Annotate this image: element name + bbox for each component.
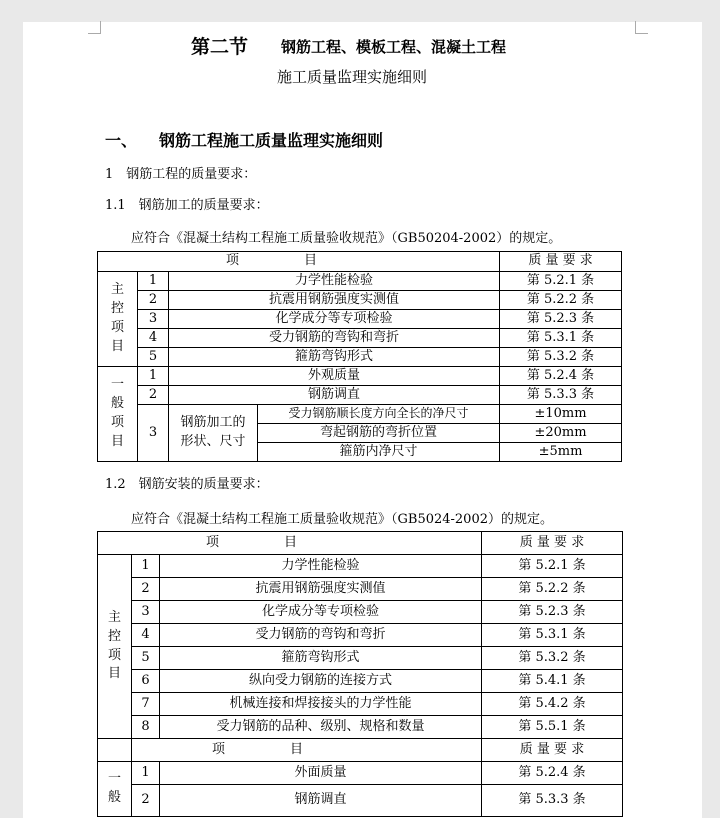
group-general [98,367,138,462]
row-requirement: 第 5.2.3 条 [482,601,623,624]
row-requirement: 第 5.3.1 条 [500,329,622,348]
row-item: 化学成分等专项检验 [169,310,500,329]
row-item: 箍筋弯钩形式 [160,647,482,670]
table-row [98,624,623,647]
table-header-row [98,252,622,272]
row-number: 7 [132,693,160,716]
row-number: 2 [138,291,169,310]
section-title-line2: 施工质量监理实施细则 [277,68,428,86]
row-item: 受力钢筋顺长度方向全长的净尺寸 [258,405,500,424]
row-requirement: 第 5.3.2 条 [482,647,623,670]
row-item: 机械连接和焊接接头的力学性能 [160,693,482,716]
row-item: 纵向受力钢筋的连接方式 [160,670,482,693]
row-item: 外观质量 [169,367,500,386]
row-item: 受力钢筋的弯钩和弯折 [160,624,482,647]
section-label: 第二节 [191,36,249,58]
row-item: 力学性能检验 [169,272,500,291]
row-item: 外面质量 [160,762,482,785]
row-number: 1 [138,272,169,291]
row-item: 弯起钢筋的弯折位置 [258,424,500,443]
table-row [98,670,623,693]
empty-cell [98,739,132,762]
row-requirement: 第 5.3.3 条 [500,386,622,405]
table-row [98,716,623,739]
row-requirement: 第 5.4.1 条 [482,670,623,693]
row-number: 1 [138,367,169,386]
row-number: 5 [132,647,160,670]
row-number: 2 [138,386,169,405]
table-row [98,291,622,310]
row-requirement: 第 5.2.4 条 [482,762,623,785]
row-number: 1 [132,762,160,785]
row-requirement: 第 5.4.2 条 [482,693,623,716]
group-general [98,762,132,817]
row-number: 2 [132,785,160,817]
row-number: 2 [132,578,160,601]
row-subgroup [169,405,258,462]
table-row [98,272,622,291]
row-number: 8 [132,716,160,739]
quality-table-1 [97,251,622,462]
group-main-control [98,272,138,367]
row-item: 受力钢筋的弯钩和弯折 [169,329,500,348]
row-requirement: 第 5.2.2 条 [500,291,622,310]
row-requirement: 第 5.5.1 条 [482,716,623,739]
row-requirement: 第 5.2.1 条 [482,555,623,578]
paragraph: 1.1 钢筋加工的质量要求： [105,198,269,213]
row-requirement: ±5mm [500,443,622,462]
paragraph: 应符合《混凝土结构工程施工质量验收规范》（GB5024-2002）的规定。 [131,512,553,527]
table-row [98,329,622,348]
table-row [98,762,623,785]
row-item: 箍筋内净尺寸 [258,443,500,462]
paragraph: 1 钢筋工程的质量要求： [105,167,257,182]
table-row [98,647,623,670]
table-row [98,386,622,405]
row-number: 6 [132,670,160,693]
table-row [98,367,622,386]
row-number: 4 [138,329,169,348]
page-corner-mark [635,21,648,34]
row-item: 抗震用钢筋强度实测值 [160,578,482,601]
row-requirement: 第 5.2.4 条 [500,367,622,386]
row-requirement: 第 5.3.3 条 [482,785,623,817]
paragraph: 1.2 钢筋安装的质量要求： [105,477,269,492]
table-row [98,601,623,624]
group-label: 主控项目 [110,282,124,354]
row-requirement: 第 5.3.1 条 [482,624,623,647]
row-item: 受力钢筋的品种、级别、规格和数量 [160,716,482,739]
heading-number: 一、 [105,131,138,150]
row-item: 力学性能检验 [160,555,482,578]
header-item: 项 目 [98,252,500,272]
section-title-line1: 钢筋工程、模板工程、混凝土工程 [281,38,507,56]
row-number: 3 [138,310,169,329]
group-label: 主控项目 [107,609,121,682]
header-requirement: 质 量 要 求 [482,532,623,555]
table-row [98,348,622,367]
row-item: 钢筋调直 [160,785,482,817]
document-page [23,22,702,818]
page-corner-mark [88,21,101,34]
table-subheader-row [98,739,623,762]
row-item: 钢筋调直 [169,386,500,405]
table-row [98,310,622,329]
row-number: 3 [138,405,169,462]
header-requirement: 质 量 要 求 [500,252,622,272]
row-number: 4 [132,624,160,647]
row-item: 化学成分等专项检验 [160,601,482,624]
header-item: 项 目 [132,739,482,762]
row-requirement: 第 5.2.3 条 [500,310,622,329]
header-requirement: 质 量 要 求 [482,739,623,762]
heading-1 [105,128,383,151]
table-row [98,578,623,601]
row-number: 1 [132,555,160,578]
row-requirement: ±20mm [500,424,622,443]
row-item: 抗震用钢筋强度实测值 [169,291,500,310]
row-item: 箍筋弯钩形式 [169,348,500,367]
group-label: 一般项目 [110,377,124,449]
table-header-row [98,532,623,555]
paragraph: 应符合《混凝土结构工程施工质量验收规范》（GB50204-2002）的规定。 [131,231,562,246]
table-row [98,785,623,817]
row-number: 5 [138,348,169,367]
row-requirement: ±10mm [500,405,622,424]
table-row [98,405,622,424]
header-item: 项 目 [98,532,482,555]
row-requirement: 第 5.3.2 条 [500,348,622,367]
quality-table-2 [97,531,623,817]
heading-text: 钢筋工程施工质量监理实施细则 [159,131,384,150]
row-requirement: 第 5.2.2 条 [482,578,623,601]
table-row [98,693,623,716]
table-row [98,555,623,578]
row-requirement: 第 5.2.1 条 [500,272,622,291]
group-label: 一般 [107,771,121,805]
group-main-control [98,555,132,739]
row-number: 3 [132,601,160,624]
subgroup-label: 钢筋加工的形状、尺寸 [180,415,246,449]
